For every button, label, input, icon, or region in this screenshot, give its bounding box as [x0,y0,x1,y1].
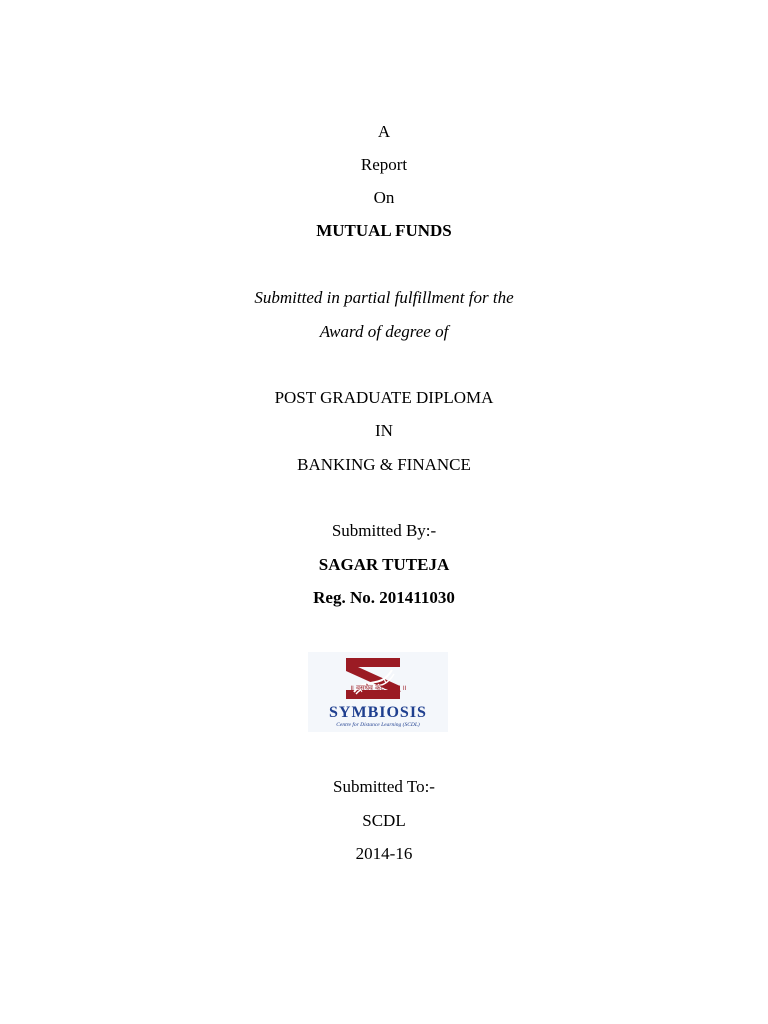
degree-field: BANKING & FINANCE [297,455,471,474]
submission-purpose-line-1: Submitted in partial fulfillment for the [254,288,514,307]
submitted-by-label: Submitted By:- [331,521,437,540]
heading-a: A [377,122,391,141]
submission-purpose-line-2: Award of degree of [319,322,449,341]
heading-on: On [373,188,395,207]
report-title: MUTUAL FUNDS [316,221,452,240]
logo-motto: ॥ वसुधैव कुटुम्बकम् ॥ [349,684,407,692]
heading-report: Report [360,155,408,174]
symbiosis-logo [308,652,448,732]
registration-number: Reg. No. 201411030 [313,588,455,607]
logo-wordmark: SYMBIOSIS [329,704,427,721]
institution-name: SCDL [362,811,406,830]
degree-in: IN [375,421,393,440]
academic-session: 2014-16 [355,844,413,863]
degree-name: POST GRADUATE DIPLOMA [274,388,494,407]
student-name: SAGAR TUTEJA [318,555,450,574]
submitted-to-label: Submitted To:- [333,777,435,796]
logo-subtitle: Centre for Distance Learning (SCDL) [336,722,420,728]
